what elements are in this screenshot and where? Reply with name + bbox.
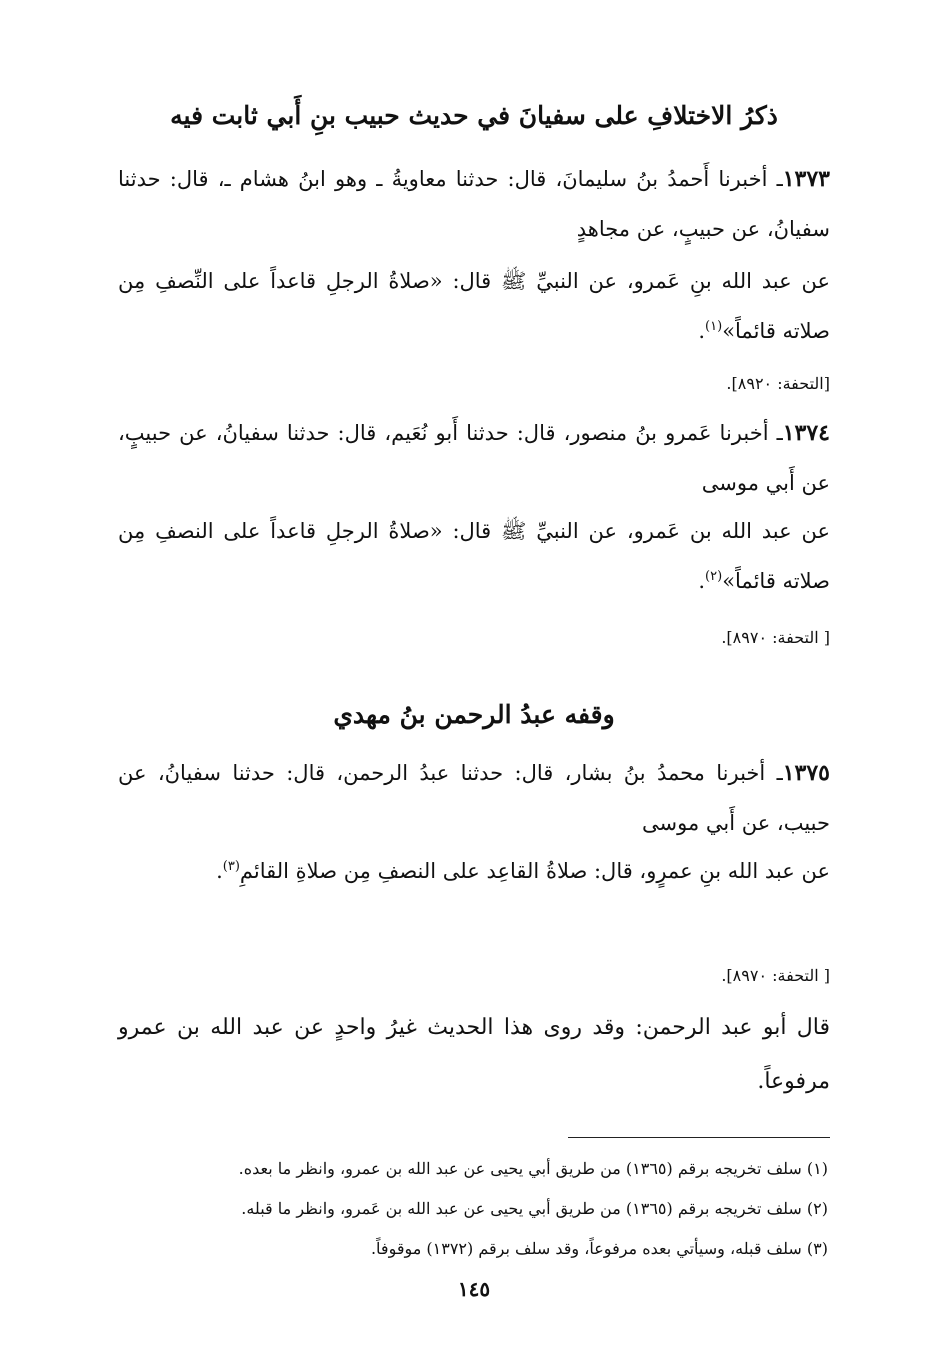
hadith-isnad-1375 bbox=[118, 748, 830, 848]
footnote-ref[interactable]: (٣) bbox=[222, 859, 240, 874]
author-remark: قال أبو عبد الرحمن: وقد روى هذا الحديث غيرُ واحدٍ عن عبد الله بن عمرو مرفوعاً. bbox=[118, 1015, 830, 1094]
section-heading: وقفه عبدُ الرحمن بنُ مهدي bbox=[333, 700, 615, 729]
footnote-ref[interactable]: (١) bbox=[705, 319, 723, 334]
footnote-2: (٢) سلف تخريجه برقم (١٣٦٥) من طريق أبي يحيى عن عبد الله بن عَمرو، وانظر ما قبله. bbox=[241, 1199, 828, 1218]
matn-text: عن عبد الله بنِ عَمرو، عن النبيِّ ﷺ قال: «صلاةُ الرجلِ قاعداً على النِّصفِ مِن صلاته قائماً» bbox=[118, 269, 830, 343]
hadith-isnad-1374 bbox=[118, 408, 830, 508]
hadith-matn-1373: عن عبد الله بنِ عَمرو، عن النبيِّ ﷺ قال: «صلاةُ الرجلِ قاعداً على النِّصفِ مِن صلاته قائماً»$^{(١)}$. bbox=[118, 269, 830, 343]
hadith-number: ١٣٧٤ bbox=[782, 420, 830, 446]
isnad-text: ـ أخبرنا عَمرو بنُ منصور، قال: حدثنا أَبو نُعَيم، قال: حدثنا سفيانُ، عن حبيبٍ، عن أَبي موسى bbox=[118, 421, 830, 495]
tuhfa-reference: [ التحفة: ٨٩٧٠]. bbox=[721, 628, 830, 647]
hadith-number: ١٣٧٥ bbox=[782, 760, 830, 786]
footnote-1: (١) سلف تخريجه برقم (١٣٦٥) من طريق أبي يحيى عن عبد الله بن عمرو، وانظر ما بعده. bbox=[238, 1159, 828, 1178]
isnad-text: ـ أخبرنا أَحمدُ بنُ سليمانَ، قال: حدثنا معاويةُ ـ وهو ابنُ هشام ـ، قال: حدثنا سفيانُ، عن حبيبٍ، عن مجاهدٍ bbox=[118, 167, 830, 241]
hadith-number: ١٣٧٣ bbox=[782, 166, 830, 192]
footnote-3: (٣) سلف قبله، وسيأتي بعده مرفوعاً، وقد سلف برقم (١٣٧٢) موقوفاً. bbox=[370, 1239, 828, 1258]
hadith-matn-1375: عن عبد الله بنِ عمرٍو، قال: صلاةُ القاعِد على النصفِ مِن صلاةِ القائمِ$^{(٣)}$. bbox=[216, 859, 830, 883]
footnote-divider bbox=[568, 1137, 830, 1138]
page-number: ١٤٥ bbox=[457, 1277, 491, 1301]
matn-text: عن عبد الله بنِ عمرٍو، قال: صلاةُ القاعِد على النصفِ مِن صلاةِ القائمِ bbox=[239, 859, 830, 883]
hadith-matn-1374: عن عبد الله بن عَمرو، عن النبيِّ ﷺ قال: «صلاةُ الرجلِ قاعداً على النصفِ مِن صلاته قائماً»$^{(٢)}$. bbox=[118, 519, 830, 593]
matn-text: عن عبد الله بن عَمرو، عن النبيِّ ﷺ قال: «صلاةُ الرجلِ قاعداً على النصفِ مِن صلاته قائماً» bbox=[118, 519, 830, 593]
hadith-isnad-1373 bbox=[118, 154, 830, 254]
footnote-ref[interactable]: (٢) bbox=[705, 569, 723, 584]
tuhfa-reference: [ التحفة: ٨٩٧٠]. bbox=[721, 966, 830, 985]
tuhfa-reference: [التحفة: ٨٩٢٠]. bbox=[726, 374, 830, 393]
section-heading: ذكرُ الاختلافِ على سفيانَ في حديث حبيب بنِ أَبي ثابت فيه bbox=[170, 101, 778, 130]
isnad-text: ـ أخبرنا محمدُ بنُ بشار، قال: حدثنا عبدُ الرحمن، قال: حدثنا سفيانُ، عن حبيب، عن أَبي موسى bbox=[118, 761, 830, 835]
